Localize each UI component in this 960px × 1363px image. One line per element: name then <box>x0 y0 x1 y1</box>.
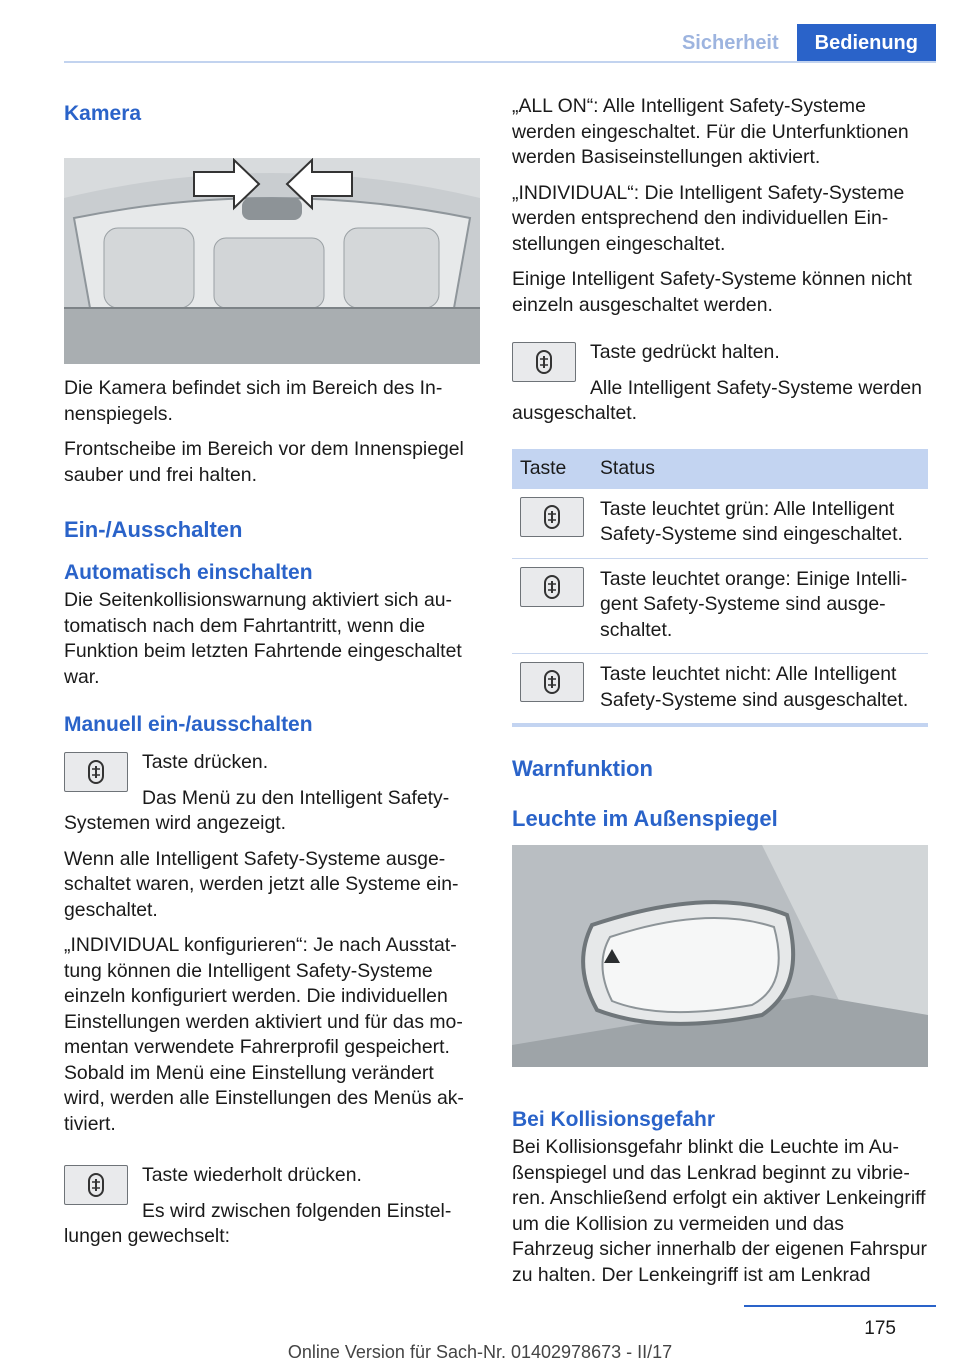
auto-text: Die Seitenkollisionswarnung aktiviert sich automatisch nach dem Fahrtantritt, wenn die Funktion beim letzten Fahrtende eingeschaltet war. <box>64 589 462 688</box>
camera-clean-text: Frontscheibe im Bereich vor dem Innenspiegel sauber und frei halten. <box>64 438 464 486</box>
individual-text: „INDIVIDUAL“: Die Intelligent Safety-Systeme werden entsprechend den individuellen Einstellungen eingeschaltet. <box>512 181 905 255</box>
press-repeat-text: Taste wiederholt drücken. <box>142 1164 362 1186</box>
status-cell: Taste leuchtet grün: Alle Intelligent Safety-Systeme sind eingeschaltet. <box>592 489 928 559</box>
heading-kollisionsgefahr: Bei Kollisionsgefahr <box>512 1108 716 1131</box>
all-off-systems-text: Alle Intelligent Safety-Systeme werden ausgeschaltet. <box>512 376 922 424</box>
button-green-icon <box>520 497 584 537</box>
footer-rule <box>744 1305 936 1307</box>
table-row <box>512 654 928 724</box>
intelligent-safety-button-icon <box>64 752 128 792</box>
menu-shown-text: Das Menü zu den Intelligent Safety-Systemen wird angezeigt. <box>64 786 450 834</box>
right-column <box>512 94 928 1298</box>
page-number: 175 <box>864 1318 896 1339</box>
status-cell: Taste leuchtet orange: Einige Intelligent Safety-Systeme sind ausgeschaltet. <box>592 558 928 654</box>
tab-bedienung[interactable]: Bedienung <box>797 24 936 62</box>
col-header-taste: Taste <box>512 449 592 489</box>
heading-leuchte-aussenspiegel: Leuchte im Außenspiegel <box>512 806 778 831</box>
online-version-note: Online Version für Sach-Nr. 01402978673 - II/17 <box>287 1342 673 1362</box>
intelligent-safety-button-icon <box>512 342 576 382</box>
side-mirror-illustration <box>512 845 928 1067</box>
table-row <box>512 558 928 654</box>
table-end-rule <box>512 723 928 727</box>
left-column <box>64 94 480 1260</box>
hold-button-text: Taste gedrückt halten. <box>590 341 780 363</box>
table-row <box>512 489 928 559</box>
all-on-text: „ALL ON“: Alle Intelligent Safety-Systeme werden eingeschaltet. Für die Unterfunktionen werden Basiseinstellungen aktiviert. <box>512 95 909 168</box>
camera-location-text: Die Kamera befindet sich im Bereich des Innenspiegels. <box>64 377 443 425</box>
col-header-status: Status <box>592 449 928 489</box>
intelligent-safety-button-icon <box>64 1165 128 1205</box>
button-off-icon <box>520 662 584 702</box>
switch-settings-text: Es wird zwischen folgenden Einstellungen gewechselt: <box>64 1199 452 1247</box>
press-button-text: Taste drücken. <box>142 751 269 773</box>
heading-kamera: Kamera <box>64 102 142 125</box>
status-table <box>512 449 928 725</box>
camera-location-illustration <box>64 158 480 364</box>
header-tabs <box>664 24 936 62</box>
some-systems-text: Einige Intelligent Safety-Systeme können nicht einzeln ausgeschaltet werden. <box>512 268 912 316</box>
heading-automatisch: Automatisch einschalten <box>64 561 313 584</box>
heading-warnfunktion: Warnfunktion <box>512 756 653 781</box>
tab-sicherheit[interactable]: Sicherheit <box>681 32 779 54</box>
all-off-text: Wenn alle Intelligent Safety-Systeme ausgeschaltet waren, werden jetzt alle Systeme eingeschaltet. <box>64 847 459 921</box>
heading-manuell: Manuell ein-/ausschalten <box>64 713 313 736</box>
heading-ein-ausschalten: Ein-/Ausschalten <box>64 517 243 542</box>
collision-text: Bei Kollisionsgefahr blinkt die Leuchte im Außenspiegel und das Lenkrad beginnt zu vibrieren. Anschließend erfolgt ein aktiver Lenkeingriff um die Kollision zu vermeiden und das Fahrzeug sicher innerhalb der eigenen Fahrspur zu halten. Der Lenkeingriff ist am Lenkrad <box>512 1136 927 1286</box>
header-rule <box>64 61 936 63</box>
button-orange-icon <box>520 567 584 607</box>
individual-config-text: „INDIVIDUAL konfigurieren“: Je nach Ausstattung können die Intelligent Safety-Systeme einzeln konfiguriert werden. Die individuellen Einstellungen werden aktiviert und für das momentan verwendete Fahrerprofil gespeichert. Sobald im Menü eine Einstellung verändert wird, werden alle Einstellungen des Menüs aktiviert. <box>64 934 464 1135</box>
status-cell: Taste leuchtet nicht: Alle Intelligent Safety-Systeme sind ausgeschaltet. <box>592 654 928 724</box>
